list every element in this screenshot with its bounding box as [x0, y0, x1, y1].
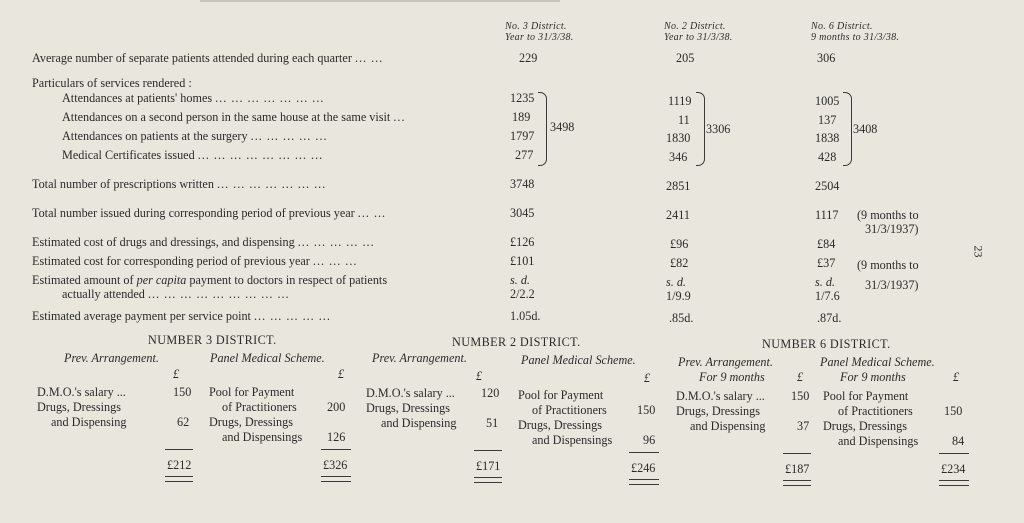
- row-label-homes: Attendances at patients' homes ... ... ... ... ... ... ...: [62, 91, 325, 105]
- district-3-prev-heading: Prev. Arrangement.: [64, 351, 159, 365]
- district-3-prev-total: £212: [167, 458, 192, 472]
- per-capita-d2: 1/9.9: [666, 289, 691, 303]
- district-2-prev-total: £171: [476, 459, 501, 473]
- district-2-prev-l1: D.M.O.'s salary ...: [366, 386, 455, 400]
- surgery-d3: 1797: [510, 129, 535, 143]
- certificates-d6: 428: [818, 150, 837, 164]
- district-2-prev-rule: [474, 450, 502, 451]
- row-label-avg-payment: Estimated average payment per service point ... ... ... ... ...: [32, 309, 331, 323]
- district-3-prev-rule: [165, 449, 193, 450]
- district-3-panel-rule: [321, 449, 351, 450]
- district-3-prev-a1: 150: [173, 385, 192, 399]
- district-3-panel-l4: and Dispensings: [222, 430, 303, 444]
- col-header-district-6: No. 6 District. 9 months to 31/3/38.: [811, 21, 900, 43]
- avg-payment-d6: .87d.: [817, 311, 842, 325]
- district-6-title: NUMBER 6 DISTRICT.: [762, 337, 891, 351]
- district-2-panel-a4: 96: [643, 433, 656, 447]
- particulars-heading: Particulars of services rendered :: [32, 76, 192, 90]
- row-label-cost-prev: Estimated cost for corresponding period of previous year ... ... ...: [32, 254, 358, 268]
- prescriptions-d2: 2851: [666, 179, 691, 193]
- per-capita-unit-d6: s. d.: [815, 275, 835, 289]
- district-3-prev-l1: D.M.O.'s salary ...: [37, 385, 126, 399]
- avg-payment-d3: 1.05d.: [510, 309, 541, 323]
- district-2-prev-double-rule: [474, 477, 502, 483]
- page-number: 23: [971, 245, 986, 258]
- per-capita-d6: 1/7.6: [815, 289, 840, 303]
- district-6-panel-sub: For 9 months: [840, 370, 906, 384]
- row-label-prescriptions: Total number of prescriptions written ... ... ... ... ... ... ...: [32, 177, 327, 191]
- per-capita-unit-d3: s. d.: [510, 273, 530, 287]
- district-2-panel-l2: of Practitioners: [532, 403, 607, 417]
- per-capita-unit-d2: s. d.: [666, 275, 686, 289]
- district-6-panel-l3: Drugs, Dressings: [823, 419, 907, 433]
- homes-d2: 1119: [668, 94, 692, 108]
- district-3-prev-pound: £: [173, 367, 180, 381]
- district-2-prev-a1: 120: [481, 386, 500, 400]
- surgery-d6: 1838: [815, 131, 840, 145]
- district-6-prev-l3: and Dispensing: [690, 419, 766, 433]
- district-6-panel-total: £234: [941, 462, 966, 476]
- district-3-prev-l3: and Dispensing: [51, 415, 127, 429]
- page-edge-shadow: [200, 0, 560, 2]
- avg-patients-d3: 229: [519, 51, 538, 65]
- certificates-d2: 346: [669, 150, 688, 164]
- prev-issued-d2: 2411: [666, 208, 690, 222]
- cost-drugs-d6: £84: [817, 237, 836, 251]
- prev-issued-d3: 3045: [510, 206, 535, 220]
- district-2-prev-a3: 51: [486, 416, 499, 430]
- row-label-second-person: Attendances on a second person in the same house at the same visit ...: [62, 110, 406, 124]
- district-3-panel-pound: £: [338, 367, 345, 381]
- prev-issued-d6: 1117: [815, 208, 839, 222]
- district-2-prev-pound: £: [476, 369, 483, 383]
- district-6-panel-double-rule: [939, 480, 969, 486]
- district-3-panel-a4: 126: [327, 430, 346, 444]
- district-6-panel-a4: 84: [952, 434, 965, 448]
- services-total-d3: 3498: [550, 120, 575, 134]
- district-6-prev-total: £187: [785, 462, 810, 476]
- district-6-prev-l2: Drugs, Dressings: [676, 404, 760, 418]
- district-2-panel-l1: Pool for Payment: [518, 388, 604, 402]
- surgery-d2: 1830: [666, 131, 691, 145]
- district-2-panel-total: £246: [631, 461, 656, 475]
- second-person-d2: 11: [678, 113, 690, 127]
- district-6-panel-pound: £: [953, 370, 960, 384]
- district-2-panel-l4: and Dispensings: [532, 433, 613, 447]
- row-label-surgery: Attendances on patients at the surgery ... ... ... ... ...: [62, 129, 328, 143]
- services-total-d6: 3408: [853, 122, 878, 136]
- district-6-panel-l4: and Dispensings: [838, 434, 919, 448]
- brace-d6: [843, 92, 852, 166]
- district-6-prev-a3: 37: [797, 419, 810, 433]
- district-2-panel-heading: Panel Medical Scheme.: [521, 353, 636, 367]
- district-2-prev-l3: and Dispensing: [381, 416, 457, 430]
- avg-patients-d6: 306: [817, 51, 836, 65]
- row-label-avg-patients: Average number of separate patients attended during each quarter ... ...: [32, 51, 384, 65]
- district-6-prev-l1: D.M.O.'s salary ...: [676, 389, 765, 403]
- cost-prev-d3: £101: [510, 254, 535, 268]
- district-6-panel-l2: of Practitioners: [838, 404, 913, 418]
- district-6-prev-sub: For 9 months: [699, 370, 765, 384]
- avg-payment-d2: .85d.: [669, 311, 694, 325]
- district-2-title: NUMBER 2 DISTRICT.: [452, 335, 581, 349]
- services-total-d2: 3306: [706, 122, 731, 136]
- district-6-prev-rule: [783, 453, 811, 454]
- cost-prev-d2: £82: [670, 256, 689, 270]
- district-6-prev-a1: 150: [791, 389, 810, 403]
- cost-prev-d6: £37: [817, 256, 836, 270]
- second-person-d6: 137: [818, 113, 837, 127]
- district-6-panel-a2: 150: [944, 404, 963, 418]
- prescriptions-d3: 3748: [510, 177, 535, 191]
- row-label-cost-drugs: Estimated cost of drugs and dressings, and dispensing ... ... ... ... ...: [32, 235, 375, 249]
- per-capita-d3: 2/2.2: [510, 287, 535, 301]
- district-6-prev-pound: £: [797, 370, 804, 384]
- col-header-district-2: No. 2 District. Year to 31/3/38.: [664, 21, 733, 43]
- district-3-prev-l2: Drugs, Dressings: [37, 400, 121, 414]
- district-3-panel-double-rule: [321, 476, 351, 482]
- prev-issued-note: (9 months to 31/3/1937): [857, 208, 919, 236]
- district-6-panel-rule: [939, 453, 969, 454]
- district-3-prev-a3: 62: [177, 415, 190, 429]
- district-2-panel-pound: £: [644, 371, 651, 385]
- prescriptions-d6: 2504: [815, 179, 840, 193]
- col-header-district-3: No. 3 District. Year to 31/3/38.: [505, 21, 574, 43]
- district-6-prev-double-rule: [783, 480, 811, 486]
- district-3-panel-a2: 200: [327, 400, 346, 414]
- row-label-per-capita-2: actually attended ... ... ... ... ... ... ... ... ...: [62, 287, 290, 301]
- district-3-panel-l3: Drugs, Dressings: [209, 415, 293, 429]
- cost-prev-note: (9 months to 31/3/1937): [857, 258, 919, 292]
- district-6-panel-heading: Panel Medical Scheme.: [820, 355, 935, 369]
- row-label-per-capita: Estimated amount of per capita payment to doctors in respect of patients: [32, 273, 388, 287]
- avg-patients-d2: 205: [676, 51, 695, 65]
- row-label-prev-issued: Total number issued during corresponding period of previous year ... ...: [32, 206, 387, 220]
- district-2-panel-rule: [629, 452, 659, 453]
- second-person-d3: 189: [512, 110, 531, 124]
- district-3-prev-double-rule: [165, 476, 193, 482]
- certificates-d3: 277: [515, 148, 534, 162]
- district-2-prev-heading: Prev. Arrangement.: [372, 351, 467, 365]
- district-3-panel-heading: Panel Medical Scheme.: [210, 351, 325, 365]
- homes-d6: 1005: [815, 94, 840, 108]
- cost-drugs-d3: £126: [510, 235, 535, 249]
- district-3-panel-l2: of Practitioners: [222, 400, 297, 414]
- district-3-title: NUMBER 3 DISTRICT.: [148, 333, 277, 347]
- district-3-panel-total: £326: [323, 458, 348, 472]
- district-6-prev-heading: Prev. Arrangement.: [678, 355, 773, 369]
- district-2-panel-a2: 150: [637, 403, 656, 417]
- brace-d3: [538, 92, 547, 166]
- district-3-panel-l1: Pool for Payment: [209, 385, 295, 399]
- cost-drugs-d2: £96: [670, 237, 689, 251]
- district-2-panel-l3: Drugs, Dressings: [518, 418, 602, 432]
- brace-d2: [696, 92, 705, 166]
- homes-d3: 1235: [510, 91, 535, 105]
- row-label-certificates: Medical Certificates issued ... ... ... ... ... ... ... ...: [62, 148, 324, 162]
- district-2-panel-double-rule: [629, 479, 659, 485]
- district-2-prev-l2: Drugs, Dressings: [366, 401, 450, 415]
- district-6-panel-l1: Pool for Payment: [823, 389, 909, 403]
